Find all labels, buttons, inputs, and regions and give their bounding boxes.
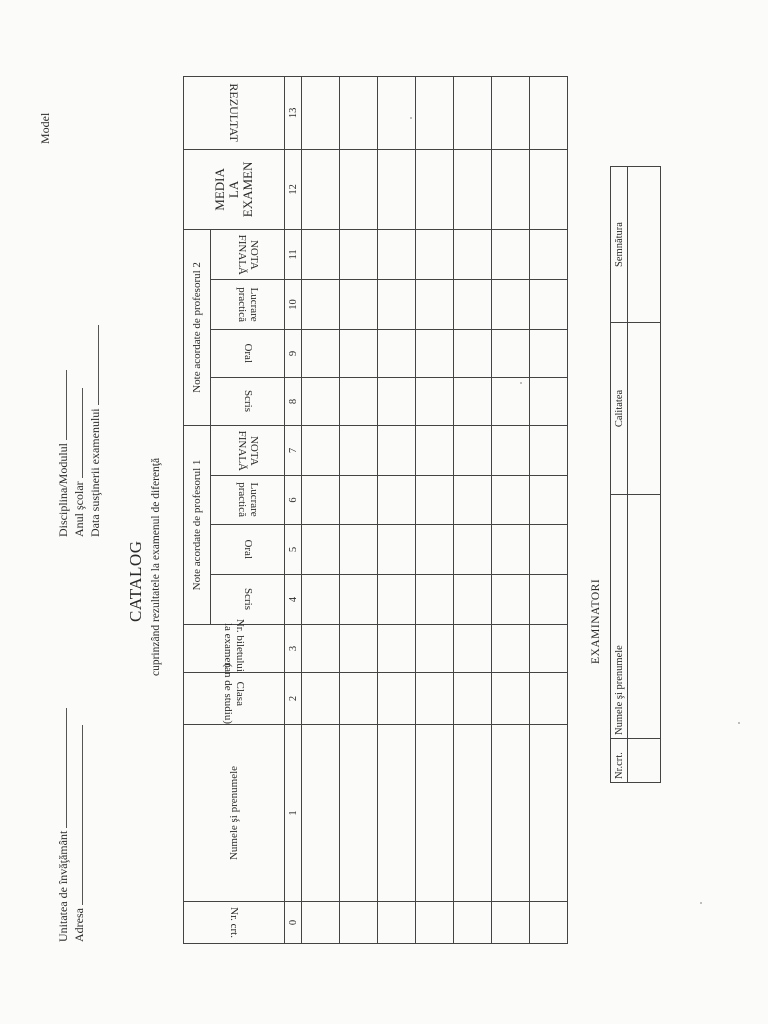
table-cell <box>302 575 340 625</box>
table-cell <box>416 625 454 673</box>
model-label: Model <box>38 112 52 144</box>
table-cell <box>416 76 454 149</box>
table-cell <box>340 725 378 902</box>
table-cell <box>340 575 378 625</box>
table-cell <box>340 229 378 279</box>
column-number: 11 <box>285 229 302 279</box>
header-name: Numele şi prenumele <box>184 725 285 902</box>
table-cell <box>340 76 378 149</box>
table-cell <box>302 329 340 377</box>
scan-speck <box>410 117 412 119</box>
table-cell <box>530 279 568 329</box>
table-cell <box>492 725 530 902</box>
table-cell <box>340 902 378 944</box>
table-cell <box>492 229 530 279</box>
table-cell <box>454 625 492 673</box>
table-cell <box>416 525 454 575</box>
sub-oral-2: Oral <box>211 329 285 377</box>
table-cell <box>302 725 340 902</box>
table-cell <box>628 739 661 783</box>
table-cell <box>492 525 530 575</box>
column-number: 6 <box>285 476 302 525</box>
table-cell <box>340 329 378 377</box>
column-number: 9 <box>285 329 302 377</box>
table-cell <box>302 76 340 149</box>
table-cell <box>416 673 454 725</box>
header-group-prof1: Note acordate de profesorul 1 <box>184 425 211 624</box>
column-number: 12 <box>285 149 302 229</box>
header-data-sustinerii: Data susţinerii examenului <box>88 325 103 537</box>
table-cell <box>454 229 492 279</box>
table-cell <box>492 902 530 944</box>
column-number: 1 <box>285 725 302 902</box>
table-cell <box>378 149 416 229</box>
table-cell <box>492 625 530 673</box>
table-cell <box>530 229 568 279</box>
sub-lucrare-2: Lucrare practică <box>211 279 285 329</box>
header-adresa: Adresa <box>72 725 87 942</box>
sub-nota-1: NOTA FINALĂ <box>211 425 285 475</box>
table-cell <box>454 329 492 377</box>
column-number: 10 <box>285 279 302 329</box>
table-cell <box>492 425 530 475</box>
table-cell <box>492 377 530 425</box>
table-row <box>302 76 340 943</box>
table-cell <box>492 575 530 625</box>
table-cell <box>530 575 568 625</box>
table-cell <box>628 323 661 495</box>
table-cell <box>454 476 492 525</box>
column-number: 13 <box>285 76 302 149</box>
table-cell <box>378 673 416 725</box>
table-cell <box>628 167 661 323</box>
table-cell <box>416 902 454 944</box>
catalog-table <box>183 76 568 944</box>
examinatori-header-nr: Nr.crt. <box>611 739 628 783</box>
scan-speck <box>700 902 702 904</box>
table-cell <box>378 425 416 475</box>
table-cell <box>416 149 454 229</box>
table-cell <box>492 279 530 329</box>
table-cell <box>340 279 378 329</box>
table-cell <box>302 377 340 425</box>
header-rezultat: REZULTAT <box>184 76 285 149</box>
column-number: 4 <box>285 575 302 625</box>
table-cell <box>530 625 568 673</box>
table-cell <box>530 902 568 944</box>
table-cell <box>416 377 454 425</box>
scan-speck <box>738 722 740 724</box>
table-cell <box>378 902 416 944</box>
table-cell <box>378 76 416 149</box>
sub-lucrare-1: Lucrare practică <box>211 476 285 525</box>
table-cell <box>378 525 416 575</box>
table-row <box>628 167 661 783</box>
table-cell <box>378 725 416 902</box>
table-cell <box>454 575 492 625</box>
examinatori-table <box>610 166 661 783</box>
table-row <box>378 76 416 943</box>
header-unitatea: Unitatea de învăţământ <box>56 708 71 942</box>
table-row <box>530 76 568 943</box>
table-cell <box>530 149 568 229</box>
column-number: 5 <box>285 525 302 575</box>
sub-nota-2: NOTA FINALĂ <box>211 229 285 279</box>
table-cell <box>492 76 530 149</box>
header-group-prof2: Note acordate de profesorul 2 <box>184 229 211 425</box>
table-cell <box>530 76 568 149</box>
table-cell <box>340 377 378 425</box>
table-cell <box>340 525 378 575</box>
table-cell <box>416 725 454 902</box>
catalog-title: CATALOG <box>126 540 145 622</box>
table-cell <box>454 279 492 329</box>
examinatori-body <box>628 167 661 783</box>
examinatori-header-semnatura: Semnătura <box>611 167 628 323</box>
table-cell <box>378 229 416 279</box>
table-cell <box>454 725 492 902</box>
sub-scris-1: Scris <box>211 575 285 625</box>
table-row <box>492 76 530 943</box>
table-cell <box>492 673 530 725</box>
table-cell <box>416 279 454 329</box>
sub-scris-2: Scris <box>211 377 285 425</box>
table-cell <box>416 575 454 625</box>
catalog-body <box>302 76 568 943</box>
column-number: 8 <box>285 377 302 425</box>
scan-speck <box>520 382 522 384</box>
table-cell <box>454 377 492 425</box>
table-cell <box>628 495 661 739</box>
table-cell <box>378 329 416 377</box>
table-cell <box>530 329 568 377</box>
header-clasa: Clasa (an de studiu) <box>184 673 285 725</box>
sub-oral-1: Oral <box>211 525 285 575</box>
examinatori-title: EXAMINATORI <box>590 578 602 664</box>
table-cell <box>340 625 378 673</box>
header-nr-crt: Nr. crt. <box>184 902 285 944</box>
table-cell <box>302 525 340 575</box>
column-number-row <box>285 76 302 943</box>
column-number: 7 <box>285 425 302 475</box>
header-anul-scolar: Anul şcolar <box>72 388 87 537</box>
table-cell <box>454 76 492 149</box>
examinatori-header-name: Numele şi prenumele <box>611 495 628 739</box>
table-cell <box>302 625 340 673</box>
table-cell <box>454 149 492 229</box>
table-cell <box>378 476 416 525</box>
table-cell <box>302 149 340 229</box>
table-cell <box>530 673 568 725</box>
table-cell <box>302 425 340 475</box>
table-cell <box>454 902 492 944</box>
table-cell <box>302 279 340 329</box>
table-cell <box>302 229 340 279</box>
table-cell <box>492 329 530 377</box>
column-number: 2 <box>285 673 302 725</box>
table-cell <box>416 476 454 525</box>
table-cell <box>530 725 568 902</box>
header-bilet: Nr. biletului la examen <box>184 625 285 673</box>
table-cell <box>492 149 530 229</box>
table-cell <box>302 902 340 944</box>
table-cell <box>454 425 492 475</box>
header-disciplina: Disciplina/Modulul <box>56 370 71 537</box>
table-cell <box>492 476 530 525</box>
table-cell <box>378 575 416 625</box>
table-cell <box>378 279 416 329</box>
examinatori-table-wrap <box>610 166 661 783</box>
table-cell <box>302 476 340 525</box>
catalog-table-wrap <box>183 76 568 944</box>
table-cell <box>530 525 568 575</box>
table-cell <box>530 476 568 525</box>
table-cell <box>416 229 454 279</box>
table-cell <box>416 425 454 475</box>
column-number: 0 <box>285 902 302 944</box>
column-number: 3 <box>285 625 302 673</box>
table-cell <box>340 673 378 725</box>
table-cell <box>378 377 416 425</box>
table-row <box>454 76 492 943</box>
table-cell <box>530 425 568 475</box>
table-cell <box>416 329 454 377</box>
table-cell <box>530 377 568 425</box>
catalog-subtitle: cuprinzând rezultatele la examenul de diferenţă <box>150 457 162 676</box>
table-cell <box>340 425 378 475</box>
table-cell <box>340 149 378 229</box>
table-row <box>340 76 378 943</box>
table-row <box>416 76 454 943</box>
examinatori-header-calitatea: Calitatea <box>611 323 628 495</box>
table-cell <box>454 673 492 725</box>
table-cell <box>302 673 340 725</box>
table-cell <box>340 476 378 525</box>
table-cell <box>378 625 416 673</box>
header-media: MEDIA LA EXAMEN <box>184 149 285 229</box>
table-cell <box>454 525 492 575</box>
